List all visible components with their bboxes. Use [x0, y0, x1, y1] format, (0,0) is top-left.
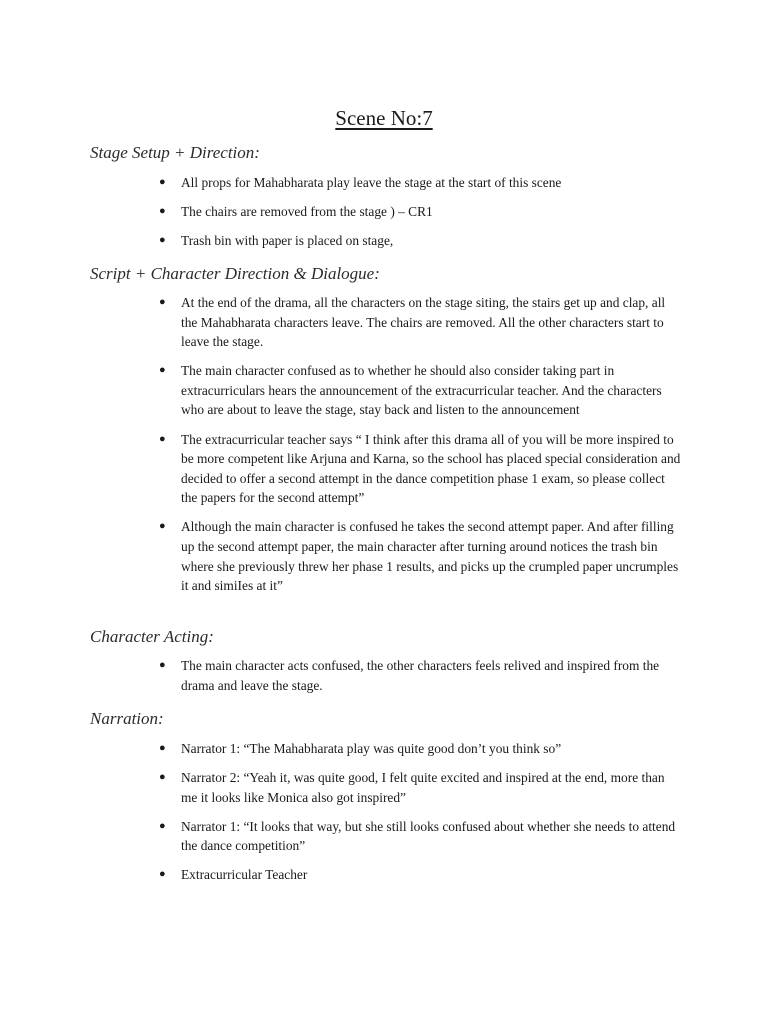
list-item-text: Trash bin with paper is placed on stage,: [181, 233, 394, 249]
list-item-text: Narrator 1: “It looks that way, but she still looks confused about whether she needs to attend the dance competition”: [181, 818, 676, 854]
list-item: [0, 231, 681, 251]
list-item-text: All props for Mahabharata play leave the stage at the start of this scene: [181, 175, 562, 190]
bullet-icon: ●: [159, 176, 166, 188]
list-item: [0, 817, 681, 856]
section-heading-stage-setup: Stage Setup + Direction:: [90, 143, 260, 162]
list-item-text: Although the main character is confused he takes the second attempt paper. And after filling up the second attempt paper, the main character after turning around notices the trash bin where she previously threw her phase 1 results, and picks up the crumpled paper uncrumples it and simiIes at it”: [181, 519, 679, 594]
bullet-icon: ●: [159, 205, 166, 218]
list-item: [0, 361, 681, 420]
list-item: [0, 656, 681, 695]
bullet-icon: ●: [159, 364, 166, 377]
stage-setup-list: [0, 173, 768, 251]
list-item: [0, 739, 681, 759]
section-heading-character-acting: Character Acting:: [90, 627, 214, 646]
list-item-text: Narrator 2: “Yeah it, was quite good, I felt quite excited and inspired at the end, more than me it looks like Monica also got inspired”: [181, 770, 665, 805]
list-item: [0, 865, 681, 885]
bullet-icon: ●: [159, 234, 166, 247]
bullet-icon: ●: [159, 296, 166, 308]
list-item: [0, 293, 681, 352]
bullet-icon: ●: [159, 659, 166, 671]
list-item: [0, 430, 681, 508]
bullet-icon: ●: [159, 742, 166, 754]
bullet-icon: ●: [159, 771, 166, 784]
list-item: [0, 768, 681, 807]
script-list: [0, 293, 768, 596]
section-heading-narration: Narration:: [90, 709, 164, 728]
list-item: [0, 517, 681, 595]
list-item-text: The main character confused as to whether he should also consider taking part in extracurriculars hears the announcement of the extracurricular teacher. And the characters who are about to leave the stage, stay back and listen to the announcement: [181, 363, 662, 418]
list-item-text: The main character acts confused, the other characters feels relived and inspired from the drama and leave the stage.: [181, 658, 660, 693]
bullet-icon: ●: [159, 432, 166, 445]
list-item-text: At the end of the drama, all the characters on the stage siting, the stairs get up and clap, all the Mahabharata characters leave. The chairs are removed. All the other characters start to leave the stage.: [181, 295, 666, 350]
list-item: [0, 202, 681, 222]
list-item-text: Extracurricular Teacher: [181, 867, 308, 883]
list-item-text: Narrator 1: “The Mahabharata play was quite good don’t you think so”: [181, 741, 562, 756]
list-item-text: The extracurricular teacher says “ I think after this drama all of you will be more inspired to be more competent like Arjuna and Karna, so the school has placed special consideration and decided to offer a second attempt in the dance competition phase 1 exam, so please collect the papers for the second attempt”: [181, 431, 681, 506]
bullet-icon: ●: [159, 520, 166, 533]
narration-list: [0, 739, 768, 885]
list-item-text: The chairs are removed from the stage ) – CR1: [181, 204, 433, 220]
section-heading-script: Script + Character Direction & Dialogue:: [90, 264, 380, 283]
bullet-icon: ●: [159, 819, 166, 832]
page-title: Scene No:7: [335, 106, 433, 130]
list-item: [0, 173, 681, 193]
bullet-icon: ●: [159, 868, 166, 881]
character-acting-list: [0, 656, 768, 695]
